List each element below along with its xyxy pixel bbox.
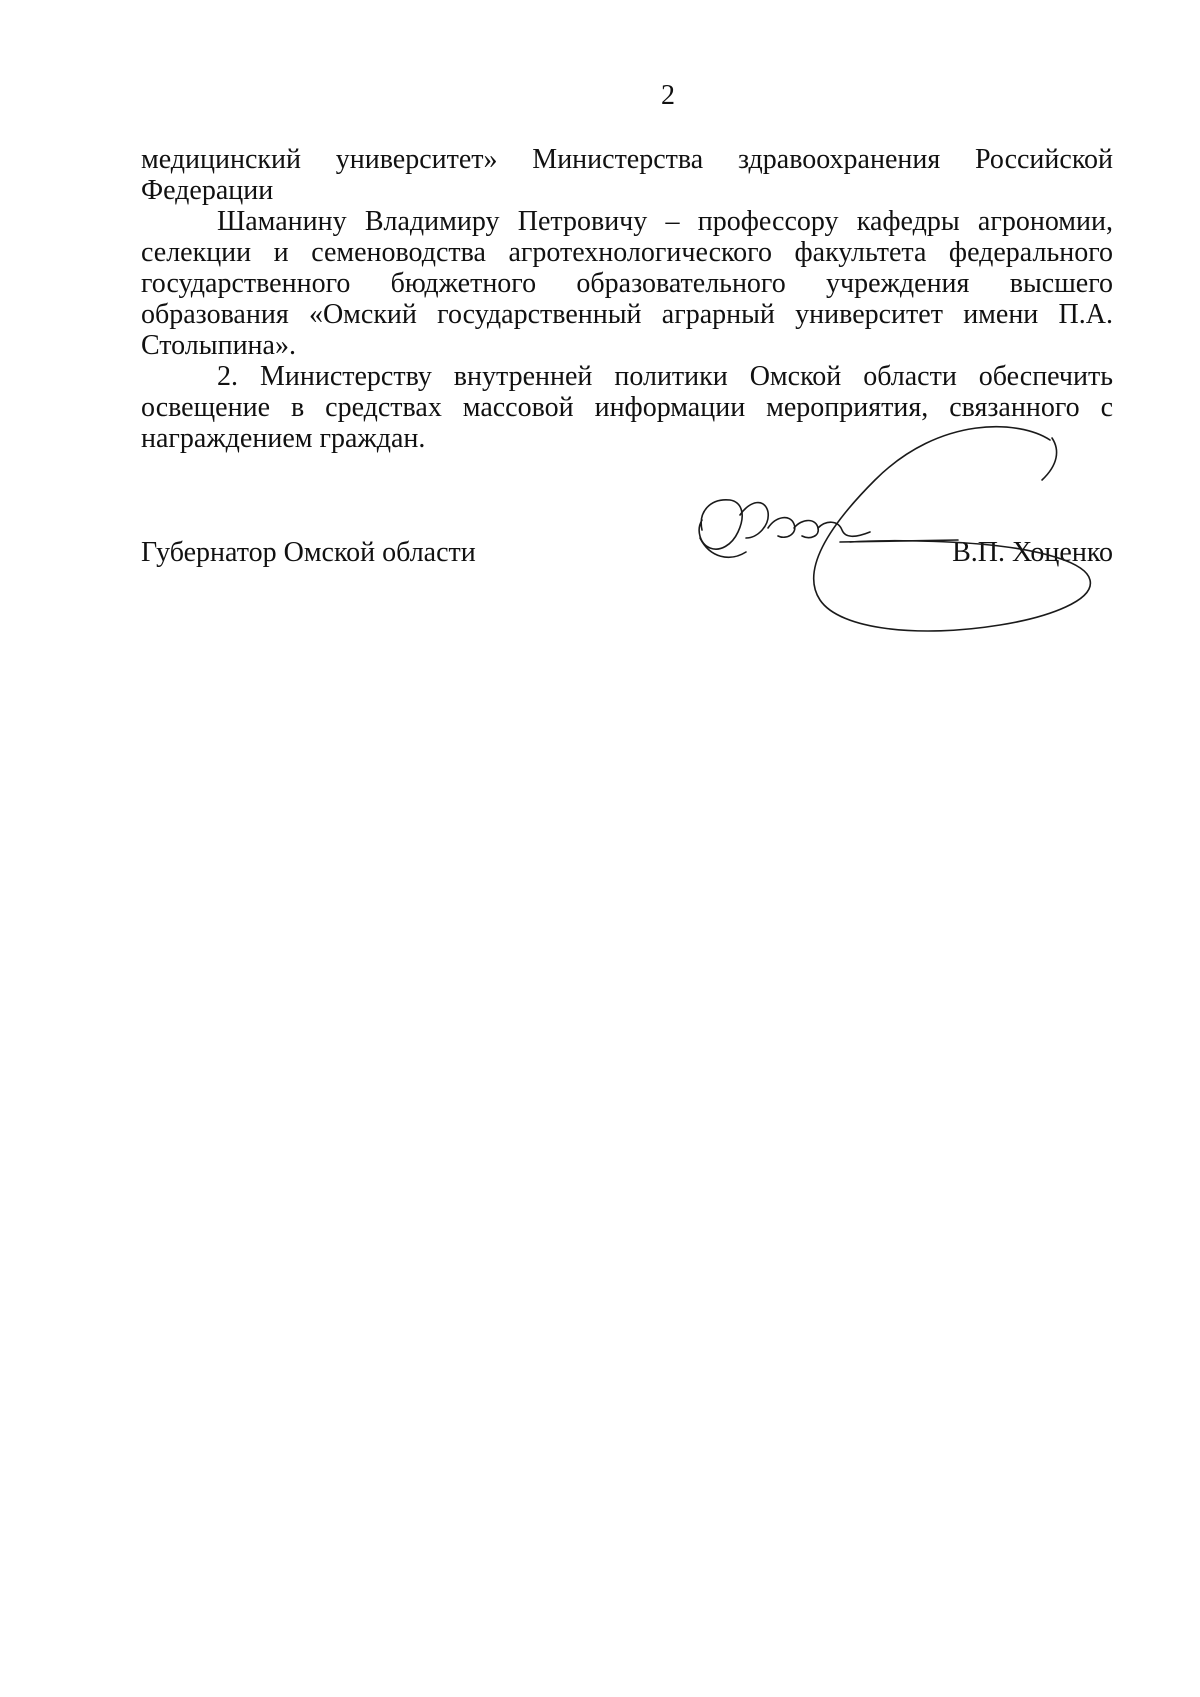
paragraph-ministry-instruction: 2. Министерству внутренней политики Омской области обеспечить освещение в средствах массовой информации мероприятия, связанного с награждением граждан.: [141, 361, 1113, 454]
signer-title: Губернатор Омской области: [141, 537, 476, 568]
paragraph-continuation: медицинский университет» Министерства здравоохранения Российской Федерации: [141, 144, 1113, 206]
page-number: 2: [661, 80, 675, 111]
document-body: [141, 144, 1113, 454]
signature-block: [141, 537, 1113, 577]
paragraph-award-recipient: Шаманину Владимиру Петровичу – профессору кафедры агрономии, селекции и семеноводства агротехнологического факультета федерального государственного бюджетного образовательного учреждения высшего образования «Омский государственный аграрный университет имени П.А. Столыпина».: [141, 206, 1113, 361]
signer-name: В.П. Хоценко: [952, 537, 1113, 568]
